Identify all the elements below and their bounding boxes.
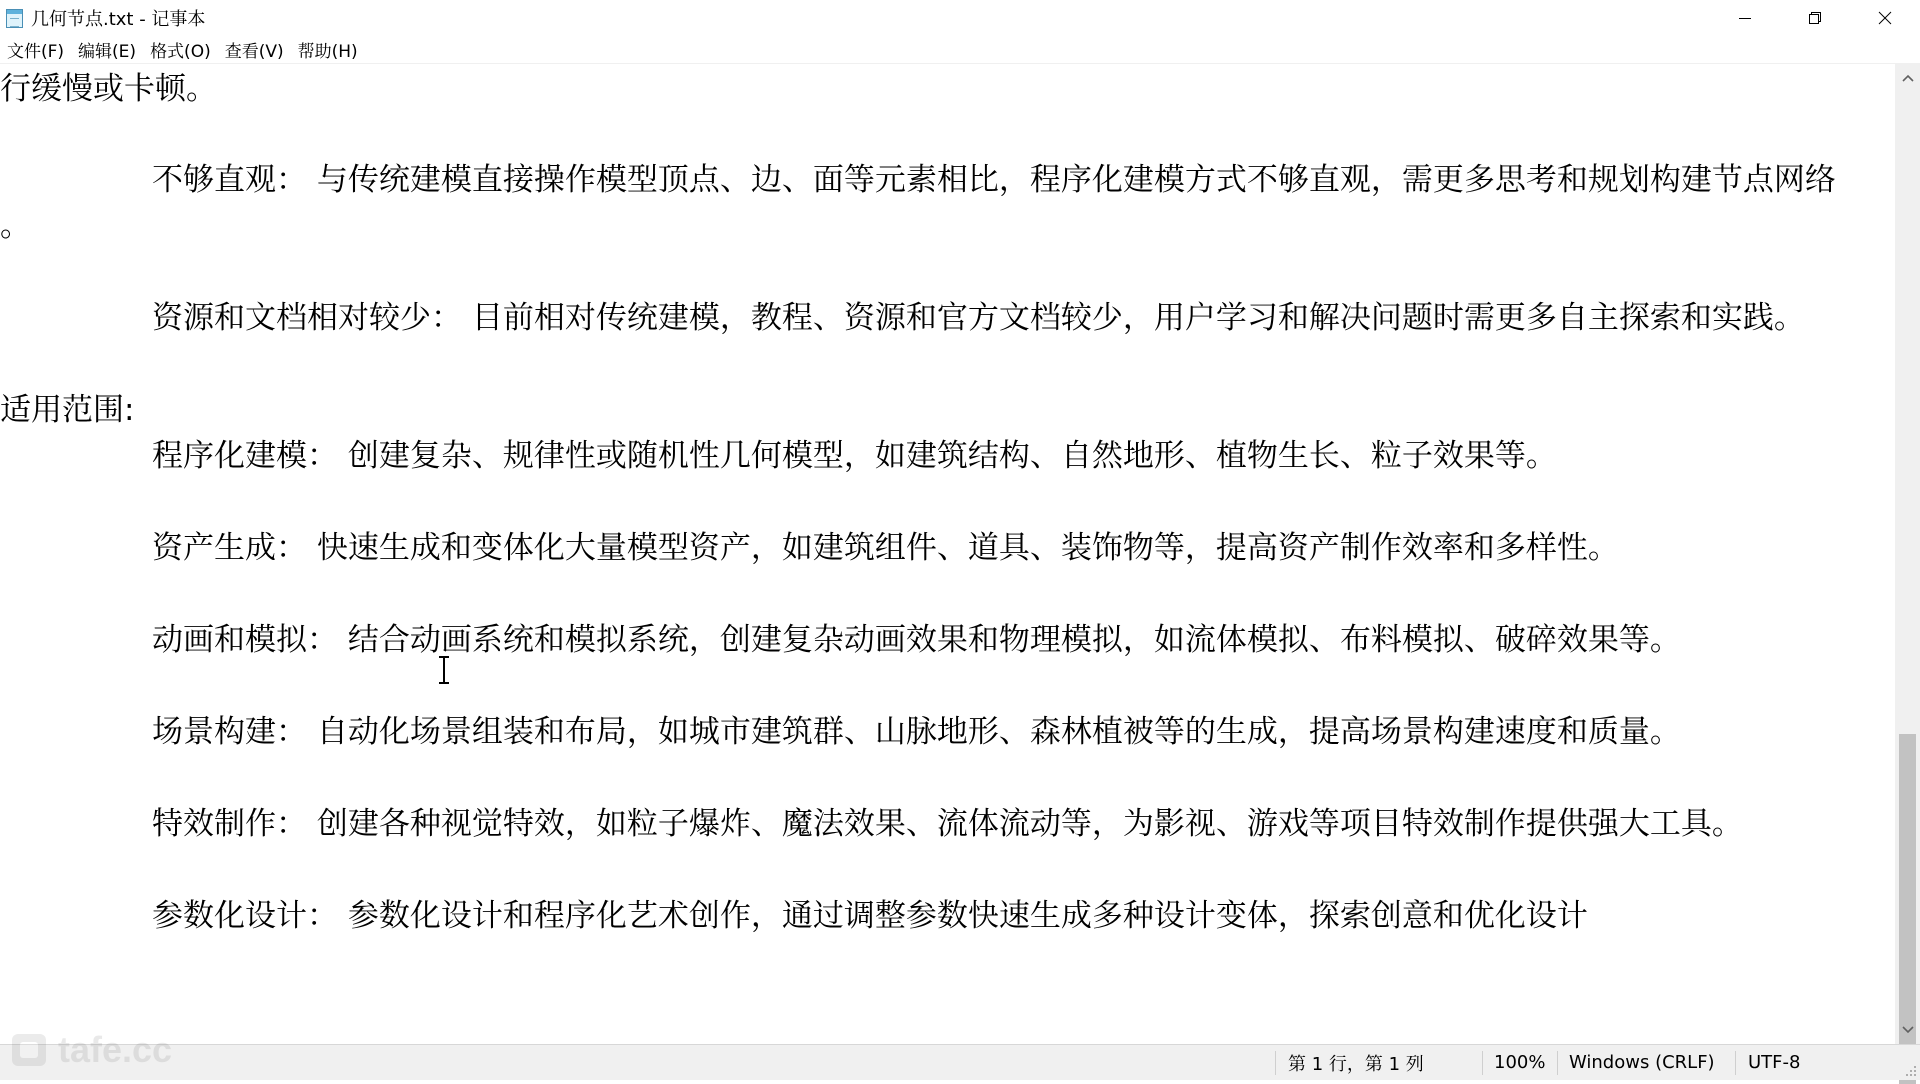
scroll-down-button[interactable] xyxy=(1895,1018,1920,1042)
status-encoding: UTF-8 xyxy=(1748,1052,1801,1073)
text-line: 程序化建模： 创建复杂、规律性或随机性几何模型，如建筑结构、自然地形、植物生长、粒子效果等。 xyxy=(152,438,1557,474)
minimize-icon xyxy=(1738,11,1752,25)
chevron-up-icon xyxy=(1902,74,1914,82)
menu-edit[interactable]: 编辑(E) xyxy=(78,42,137,62)
minimize-button[interactable] xyxy=(1710,0,1780,36)
menu-file[interactable]: 文件(F) xyxy=(7,42,65,62)
status-divider xyxy=(1482,1051,1483,1075)
text-line: 特效制作： 创建各种视觉特效，如粒子爆炸、魔法效果、流体流动等，为影视、游戏等项目特效制作提供强大工具。 xyxy=(152,806,1743,842)
status-divider xyxy=(1735,1051,1736,1075)
status-divider xyxy=(1275,1051,1276,1075)
close-icon xyxy=(1878,11,1892,25)
caption-buttons xyxy=(1710,0,1920,36)
text-line: 资源和文档相对较少： 目前相对传统建模，教程、资源和官方文档较少，用户学习和解决问题时需更多自主探索和实践。 xyxy=(152,300,1805,336)
restore-icon xyxy=(1808,11,1822,25)
window-title: 几何节点.txt - 记事本 xyxy=(31,9,206,30)
status-divider xyxy=(1557,1051,1558,1075)
resize-grip-icon[interactable] xyxy=(1904,1064,1918,1078)
text-line: 适用范围: xyxy=(0,392,135,428)
menu-help[interactable]: 帮助(H) xyxy=(297,42,358,62)
notepad-icon[interactable] xyxy=(5,7,25,29)
status-zoom: 100% xyxy=(1494,1052,1546,1073)
text-line: 不够直观： 与传统建模直接操作模型顶点、边、面等元素相比，程序化建模方式不够直观，需更多思考和规划构建节点网络 xyxy=(152,162,1836,198)
menu-view[interactable]: 查看(V) xyxy=(224,42,284,62)
text-line: 资产生成： 快速生成和变体化大量模型资产，如建筑组件、道具、装饰物等，提高资产制作效率和多样性。 xyxy=(152,530,1619,566)
text-line: 。 xyxy=(0,208,31,244)
status-cursor-position: 第 1 行，第 1 列 xyxy=(1288,1053,1424,1075)
menu-format[interactable]: 格式(O) xyxy=(150,42,211,62)
close-button[interactable] xyxy=(1850,0,1920,36)
text-line: 场景构建： 自动化场景组装和布局，如城市建筑群、山脉地形、森林植被等的生成，提高场景构建速度和质量。 xyxy=(152,714,1681,750)
chevron-down-icon xyxy=(1902,1026,1914,1034)
title-bar[interactable] xyxy=(0,0,1920,36)
scroll-up-button[interactable] xyxy=(1895,66,1920,90)
status-line-ending: Windows (CRLF) xyxy=(1569,1052,1715,1073)
text-line: 动画和模拟： 结合动画系统和模拟系统，创建复杂动画效果和物理模拟，如流体模拟、布料模拟、破碎效果等。 xyxy=(152,622,1681,658)
vertical-scrollbar[interactable] xyxy=(1895,64,1920,1044)
text-cursor-icon xyxy=(437,655,451,685)
restore-button[interactable] xyxy=(1780,0,1850,36)
status-bar xyxy=(0,1044,1920,1080)
text-editor[interactable] xyxy=(0,64,1895,1044)
menu-bar xyxy=(0,36,1920,63)
text-line: 参数化设计： 参数化设计和程序化艺术创作，通过调整参数快速生成多种设计变体，探索创意和优化设计 xyxy=(152,898,1588,934)
text-line: 行缓慢或卡顿。 xyxy=(0,71,217,107)
